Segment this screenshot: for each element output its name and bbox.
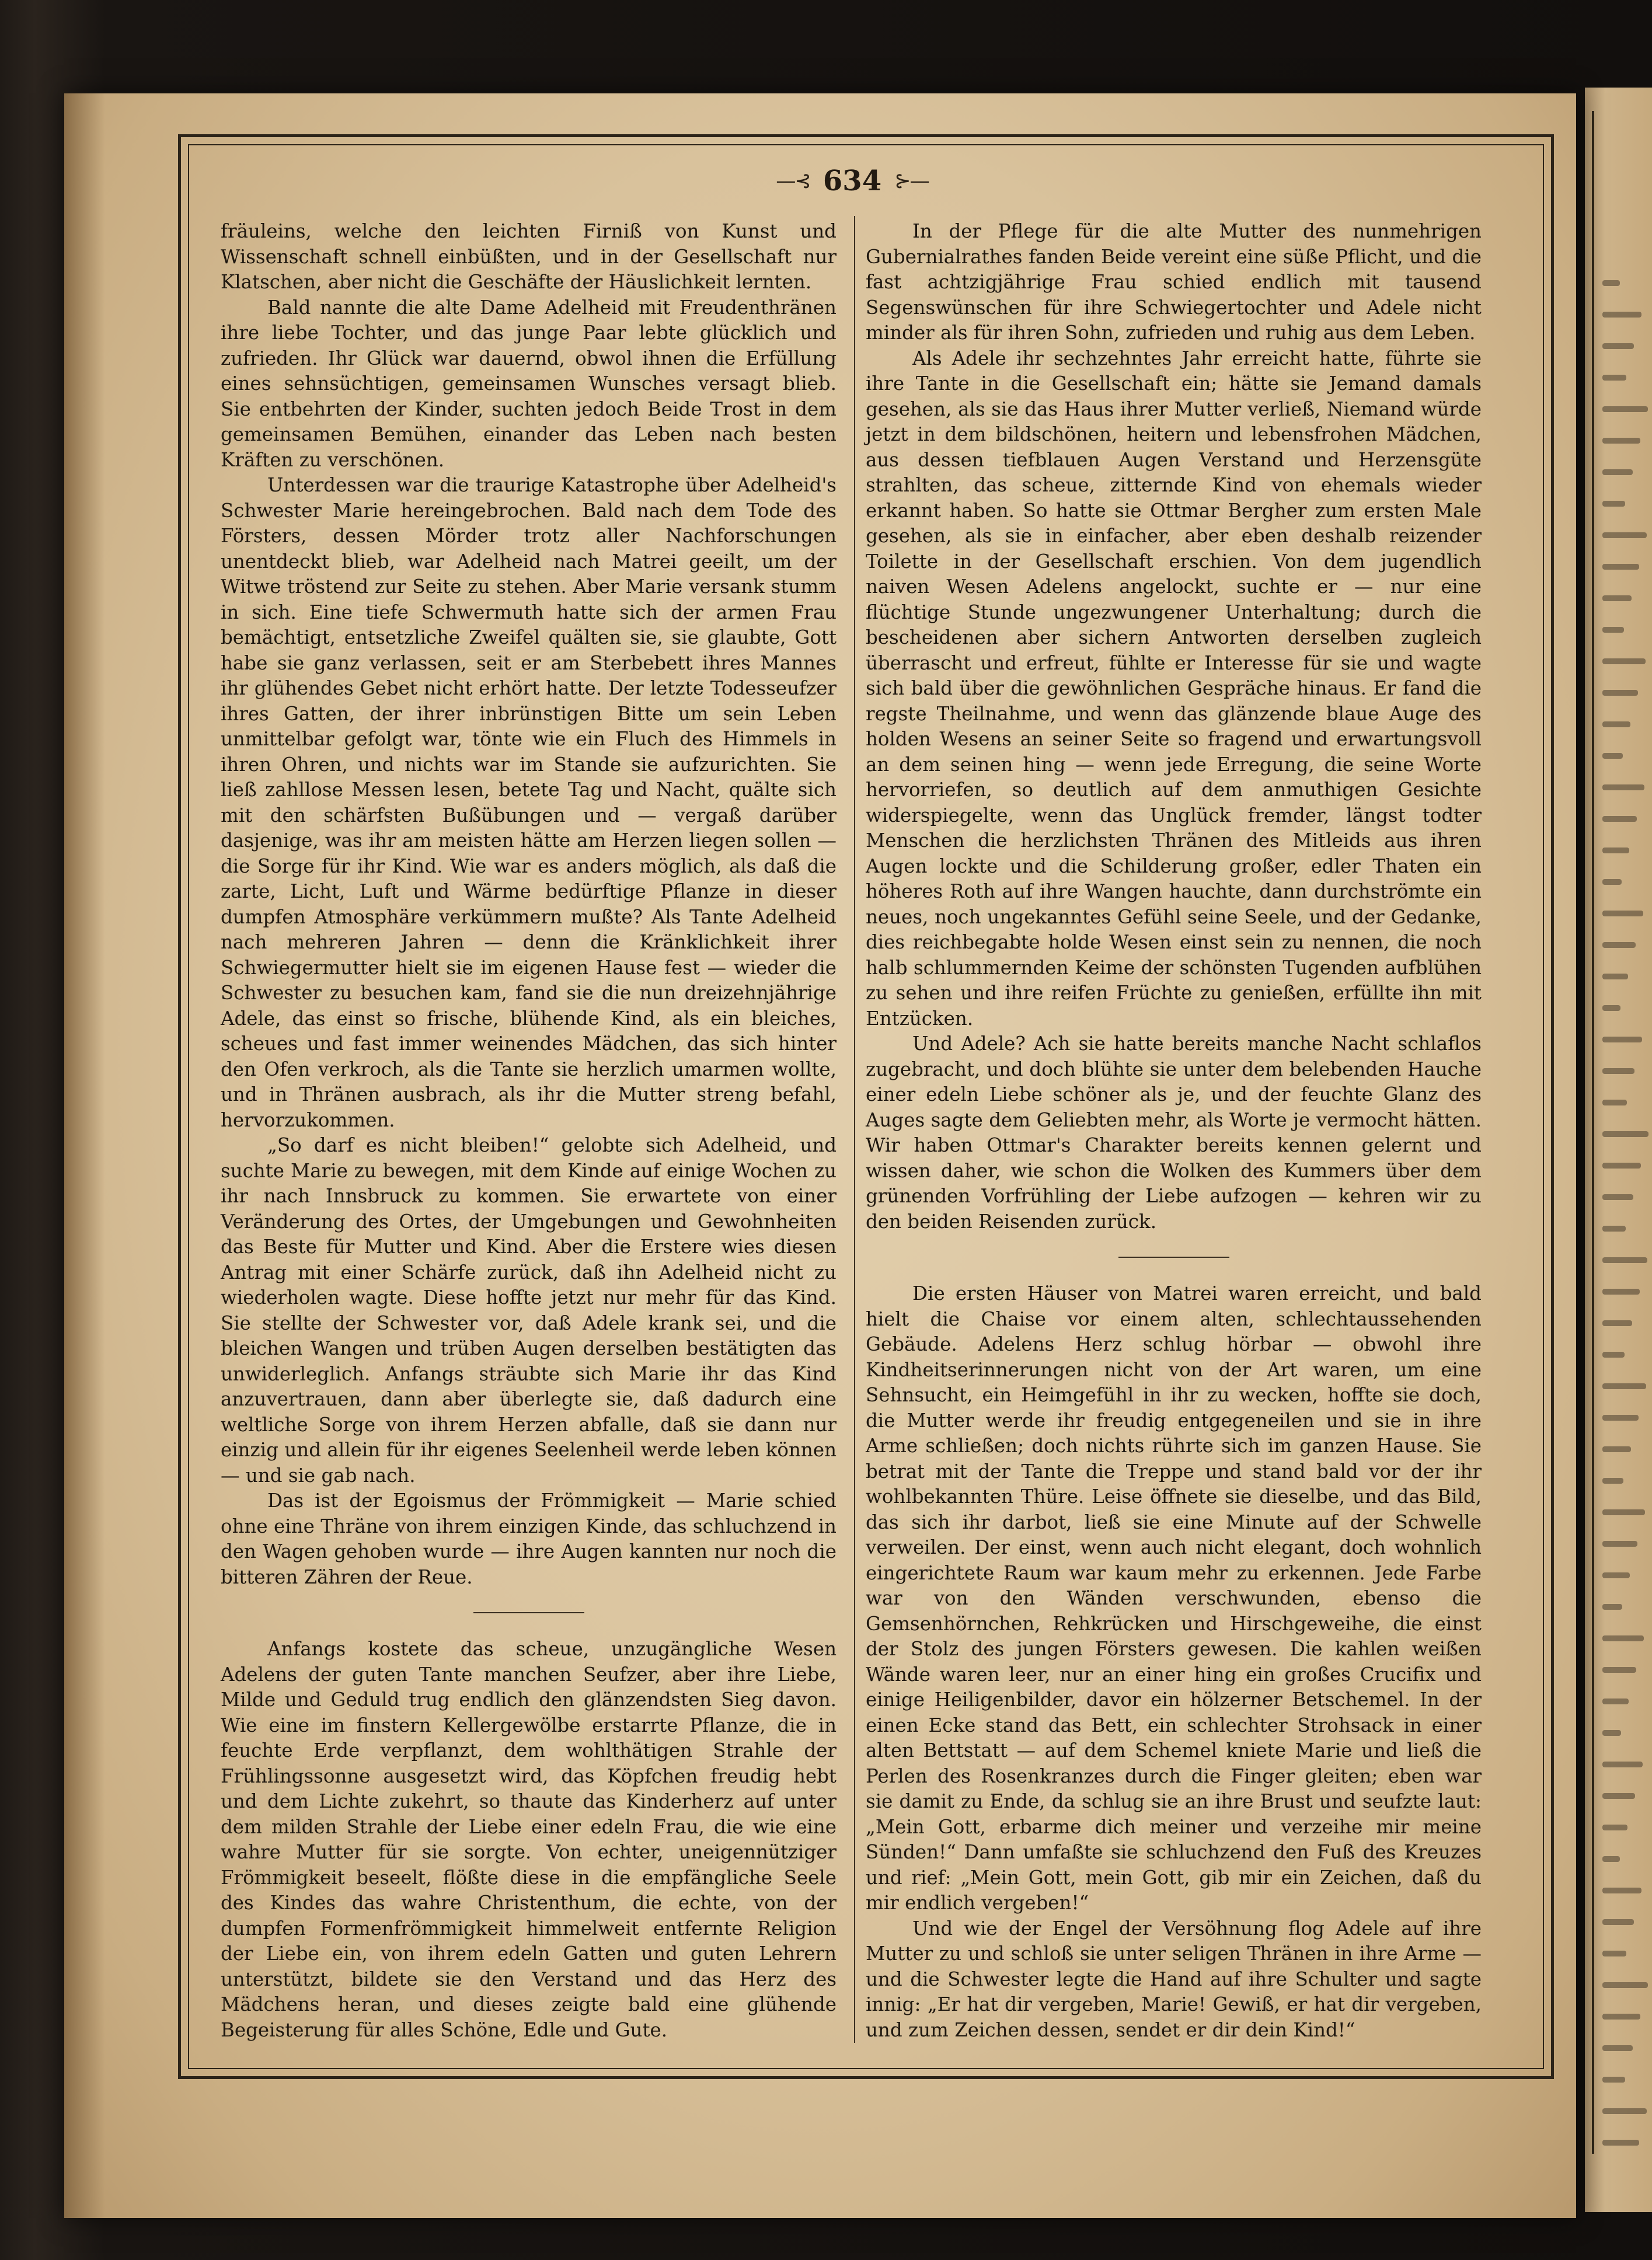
adjacent-page-text-fragment (1602, 1005, 1620, 1011)
adjacent-page-text-fragment (1602, 1320, 1632, 1326)
adjacent-page-text-fragment (1602, 2045, 1633, 2051)
adjacent-page-text-fragment (1602, 501, 1625, 507)
paragraph: In der Pflege für die alte Mutter des nunmehrigen Gubernialrathes fanden Beide vereint eine süße Pflicht, und die fast achtzigjährige Frau schied endlich mit tausend Segenswünschen für ihre Schwiegertochter und Adele nicht minder als für ihren Sohn, zufrieden und ruhig aus dem Leben. (866, 220, 1482, 344)
adjacent-page-text-fragment (1602, 784, 1644, 790)
adjacent-page-text-fragment (1602, 1068, 1634, 1074)
adjacent-page-text-fragment (1602, 1194, 1633, 1200)
page-worn-edge (64, 93, 105, 2218)
adjacent-page-text-fragment (1602, 1352, 1625, 1358)
adjacent-page-text-fragment (1602, 658, 1646, 664)
adjacent-page-text-fragment (1602, 564, 1639, 570)
page-header (730, 161, 975, 201)
adjacent-page-text-fragment (1602, 2108, 1647, 2114)
adjacent-page-border (1592, 111, 1594, 2154)
adjacent-page-text-fragment (1602, 942, 1636, 948)
ornament-left: —⊰ (776, 169, 810, 193)
left-column (221, 219, 837, 2043)
paragraph: Die ersten Häuser von Matrei waren erreicht, und bald hielt die Chaise vor einem alten, schlechtaussehenden Gebäude. Adelens Herz schlug hörbar — obwohl ihre Kindheitserinnerungen nicht von der Art waren, um eine Sehnsucht, ein Heimgefühl in ihr zu wecken, hoffte sie doch, die Mutter werde ihr freudig entgegeneilen und sie in ihre Arme schließen; doch nichts rührte sich im ganzen Hause. Sie betrat mit der Tante die Treppe und stand bald vor der ihr wohlbekannten Thüre. Leise öffnete sie dieselbe, und das Bild, das sich ihr darbot, ließ sie eine Minute auf der Schwelle verweilen. Der einst, wenn auch nicht elegant, doch wohnlich eingerichtete Raum war kaum mehr zu erkennen. Jede Farbe war von den Wänden verschwunden, ebenso die Gemsenhörnchen, Rehkrücken und Hirschgeweihe, die einst der Stolz des jungen Försters gewesen. Die kahlen weißen Wände waren leer, nur an einer hing ein großes Crucifix und einige Heiligenbilder, davor ein hölzerner Betschemel. In der einen Ecke stand das Bett, ein schlechter Strohsack in einer alten Bettstatt — auf dem Schemel kniete Marie und ließ die Perlen des Rosenkranzes durch die Finger gleiten; eben war sie damit zu Ende, da schlug sie an ihre Brust und seufzte laut: „Mein Gott, erbarme dich meiner und verzeihe mir meine Sünden!“ Dann umfaßte sie schluchzend den Fuß des Kreuzes und rief: „Mein Gott, mein Gott, gib mir ein Zeichen, daß du mir endlich vergeben!“ (866, 1282, 1482, 1914)
adjacent-page-text-fragment (1602, 280, 1620, 286)
adjacent-page-text-fragment (1602, 816, 1637, 822)
paragraph: fräuleins, welche den leichten Firniß von Kunst und Wissenschaft schnell einbüßten, und in der Gesellschaft nur Klatschen, aber nicht die Geschäfte der Häuslichkeit lernten. (221, 220, 837, 293)
adjacent-page-text-fragment (1602, 1762, 1643, 1767)
adjacent-page-text-fragment (1602, 1856, 1620, 1862)
adjacent-page-text-fragment (1602, 1131, 1648, 1137)
adjacent-page-text-fragment (1602, 532, 1647, 538)
adjacent-page-text-fragment (1602, 1572, 1630, 1578)
paragraph: „So darf es nicht bleiben!“ gelobte sich Adelheid, und suchte Marie zu bewegen, mit dem Kinde auf einige Wochen zu ihr nach Innsbruck zu kommen. Sie erwartete von einer Veränderung des Ortes, der Umgebungen und Gewohnheiten das Beste für Mutter und Kind. Aber die Erstere wies diesen Antrag mit einer Schärfe zurück, daß ihn Adelheid nicht zu wiederholen wagte. Diese hoffte jetzt nur mehr für das Kind. Sie stellte der Schwester vor, daß Adele krank sei, und die bleichen Wangen und trüben Augen derselben bestätigten das unwiderleglich. Anfangs sträubte sich Marie ihr das Kind anzuvertrauen, dann aber überlegte sie, daß dadurch eine weltliche Sorge von ihrem Herzen abfalle, daß sie dann nur einzig und allein für ihr eigenes Seelenheil werde leben können — und sie gab nach. (221, 1134, 837, 1487)
adjacent-page-text-fragment (1602, 2140, 1639, 2146)
paragraph: Unterdessen war die traurige Katastrophe über Adelheid's Schwester Marie hereingebrochen. Bald nach dem Tode des Försters, dessen Mörder trotz aller Nachforschungen unentdeckt blieb, war Adelheid nach Matrei geeilt, um der Witwe tröstend zur Seite zu stehen. Aber Marie versank stumm in sich. Eine tiefe Schwermuth hatte sich der armen Frau bemächtigt, entsetzliche Zweifel quälten sie, sie glaubte, Gott habe sie ganz verlassen, seit er am Sterbebett ihres Mannes ihr glühendes Gebet nicht erhört hatte. Der letzte Todesseufzer ihres Gatten, der ihrer inbrünstigen Bitte um sein Leben unmittelbar gefolgt war, tönte wie ein Fluch des Himmels in ihren Ohren, und nichts war im Stande sie aufzurichten. Sie ließ zahllose Messen lesen, betete Tag und Nacht, quälte sich mit den schärfsten Bußübungen und — vergaß darüber dasjenige, was ihr am meisten hätte am Herzen liegen sollen — die Sorge für ihr Kind. Wie war es anders möglich, als daß die zarte, Licht, Luft und Wärme bedürftige Pflanze in dieser dumpfen Atmosphäre verkümmern mußte? Als Tante Adelheid nach mehreren Jahren — denn die Kränklichkeit ihrer Schwiegermutter hielt sie im eigenen Hause fest — wieder die Schwester zu besuchen kam, fand sie die nun dreizehnjährige Adele, das einst so frische, blühende Kind, als ein bleiches, scheues und fast immer weinendes Mädchen, das sich hinter den Ofen verkroch, als die Tante sie herzlich umarmen wollte, und in Thränen ausbrach, als ihr die Mutter streng befahl, hervorzukommen. (221, 474, 837, 1131)
adjacent-page-text-fragment (1602, 879, 1622, 885)
adjacent-page-text-fragment (1602, 1699, 1629, 1704)
adjacent-page-text-fragment (1602, 438, 1640, 444)
section-divider (473, 1612, 584, 1613)
adjacent-page-text-fragment (1602, 1951, 1626, 1956)
adjacent-page-text-fragment (1602, 1446, 1631, 1452)
adjacent-page-text-fragment (1602, 1793, 1635, 1799)
paragraph: Und Adele? Ach sie hatte bereits manche Nacht schlaflos zugebracht, und doch blühte sie unter dem belebenden Hauche einer edeln Liebe schöner als je, und der feuchte Glanz des Auges sagte dem Geliebten mehr, als Worte je vermocht hätten. Wir haben Ottmar's Charakter bereits kennen gelernt und wissen daher, wie schon die Wolken des Kummers über dem grünenden Vorfrühling der Liebe aufzogen — kehren wir zu den beiden Reisenden zurück. (866, 1033, 1482, 1233)
adjacent-page-text-fragment (1602, 1541, 1637, 1547)
adjacent-page-text-fragment (1602, 469, 1633, 475)
right-column (866, 219, 1482, 2043)
adjacent-page-text-fragment (1602, 848, 1629, 853)
adjacent-page-text-fragment (1602, 1509, 1645, 1515)
adjacent-page-text-fragment (1602, 1037, 1642, 1042)
ornament-right: ⊱— (894, 169, 929, 193)
adjacent-page-text-fragment (1602, 1383, 1646, 1389)
adjacent-page-text-fragment (1602, 1289, 1640, 1295)
paragraph: Als Adele ihr sechzehntes Jahr erreicht hatte, führte sie ihre Tante in die Gesellschaft ein; hätte sie Jemand damals gesehen, als sie das Haus ihrer Mutter verließ, Niemand würde jetzt in dem bildschönen, heitern und lebensfrohen Mädchen, aus dessen tiefblauen Augen Verstand und Herzensgüte strahlten, das scheue, zitternde Kind von ehemals wieder erkannt haben. So hatte sie Ottmar Bergher zum ersten Male gesehen, als sie in einfacher, aber eben deshalb reizender Toilette in der Gesellschaft erschien. Von dem jugendlich naiven Wesen Adelens angelockt, suchte er — nur eine flüchtige Stunde ungezwungener Unterhaltung; durch die bescheidenen aber sichern Antworten derselben zugleich überrascht und erfreut, fühlte er Interesse für sie und wagte sich bald über die gewöhnlichen Gespräche hinaus. Er fand die regste Theilnahme, und wenn das glänzende blaue Auge des holden Wesens an seiner Seite so fragend und erwartungsvoll an dem seinen hing — wenn jede Erregung, die seine Worte hervorriefen, so deutlich auf dem anmuthigen Gesichte widerspiegelte, wenn das Unglück fremder, längst todter Menschen die herzlichsten Thränen des Mitleids aus ihren Augen lockte und die Schilderung großer, edler Thaten ein höheres Roth auf ihre Wangen hauchte, dann durchströmte ein neues, noch ungekanntes Gefühl seine Seele, und der Gedanke, dies reichbegabte holde Wesen einst sein zu nennen, die noch halb schlummernden Keime der schönsten Tugenden aufblühen zu sehen und ihre reifen Früchte zu genießen, erfüllte ihn mit Entzücken. (866, 347, 1482, 1030)
adjacent-page-text-fragment (1602, 2014, 1640, 2020)
adjacent-page-text-fragment (1602, 595, 1632, 601)
adjacent-page-text-fragment (1602, 1415, 1639, 1421)
adjacent-page-text-fragment (1602, 406, 1648, 412)
adjacent-page-text-fragment (1602, 375, 1626, 381)
paragraph: Und wie der Engel der Versöhnung flog Adele auf ihre Mutter zu und schloß sie unter seligen Thränen in ihre Arme — und die Schwester legte die Hand auf ihre Schulter und sagte innig: „Er hat dir vergeben, Marie! Gewiß, er hat dir vergeben, und zum Zeichen dessen, sendet er dir dein Kind!“ (866, 1917, 1482, 2041)
section-divider (1118, 1257, 1229, 1258)
adjacent-page-text-fragment (1602, 1825, 1627, 1830)
adjacent-page-text-fragment (1602, 2077, 1625, 2083)
paragraph: Bald nannte die alte Dame Adelheid mit Freudenthränen ihre liebe Tochter, und das junge Paar lebte glücklich und zufrieden. Ihr Glück war dauernd, obwol ihnen die Erfüllung eines sehnsüchtigen, gemeinsamen Wunsches versagt blieb. Sie entbehrten der Kinder, suchten jedoch Beide Trost in dem gemeinsamen Bemühen, einander das Leben nach besten Kräften zu verschönen. (221, 296, 837, 471)
adjacent-page-text-fragment (1602, 343, 1634, 349)
paragraph: Anfangs kostete das scheue, unzugängliche Wesen Adelens der guten Tante manchen Seufzer, aber ihre Liebe, Milde und Geduld trug endlich den glänzendsten Sieg davon. Wie eine im finstern Kellergewölbe erstarrte Pflanze, die in feuchte Erde verpflanzt, dem wohlthätigen Strahle der Frühlingssonne ausgesetzt wird, das Köpfchen freudig hebt und dem Lichte zukehrt, so thaute das Kinderherz auf unter dem milden Strahle der Liebe einer edeln Frau, die wie eine wahre Mutter für sie sorgte. Von echter, uneigennütziger Frömmigkeit beseelt, flößte diese in die empfängliche Seele des Kindes das wahre Christenthum, die echte, von der dumpfen Formenfrömmigkeit himmelweit entfernte Religion der Liebe ein, von ihrem edeln Gatten und guten Lehrern unterstützt, bildete sie den Verstand und das Herz des Mädchens heran, und dieses zeigte bald eine glühende Begeisterung für alles Schöne, Edle und Gute. (221, 1638, 837, 2041)
adjacent-page-text-fragment (1602, 753, 1623, 759)
adjacent-page-text-fragment (1602, 974, 1628, 979)
adjacent-page-text-fragment (1602, 690, 1638, 696)
adjacent-page-text-fragment (1602, 312, 1641, 318)
adjacent-page-text-fragment (1602, 1919, 1634, 1925)
adjacent-page-text-fragment (1602, 1635, 1644, 1641)
adjacent-page-text-fragment (1602, 1100, 1627, 1105)
adjacent-page-text-fragment (1602, 1982, 1648, 1988)
adjacent-page-text-fragment (1602, 1478, 1623, 1484)
adjacent-page-text-fragment (1602, 1257, 1647, 1263)
adjacent-page-edge (1585, 88, 1652, 2212)
column-divider (854, 216, 855, 2043)
adjacent-page-text-fragment (1602, 721, 1630, 727)
page-number: 634 (822, 165, 882, 197)
adjacent-page-text-fragment (1602, 911, 1643, 916)
adjacent-page-text-fragment (1602, 1667, 1636, 1673)
adjacent-page-text-fragment (1602, 1604, 1622, 1610)
paragraph: Das ist der Egoismus der Frömmigkeit — Marie schied ohne eine Thräne von ihrem einzigen Kinde, das schluchzend in den Wagen gehoben wurde — ihre Augen kannten nur noch die bitteren Zähren der Reue. (221, 1490, 837, 1588)
adjacent-page-text-fragment (1602, 1730, 1621, 1736)
adjacent-page-text-fragment (1602, 1163, 1641, 1169)
adjacent-page-text-fragment (1602, 1226, 1626, 1232)
adjacent-page-text-fragment (1602, 627, 1624, 633)
adjacent-page-text-fragment (1602, 1888, 1641, 1893)
